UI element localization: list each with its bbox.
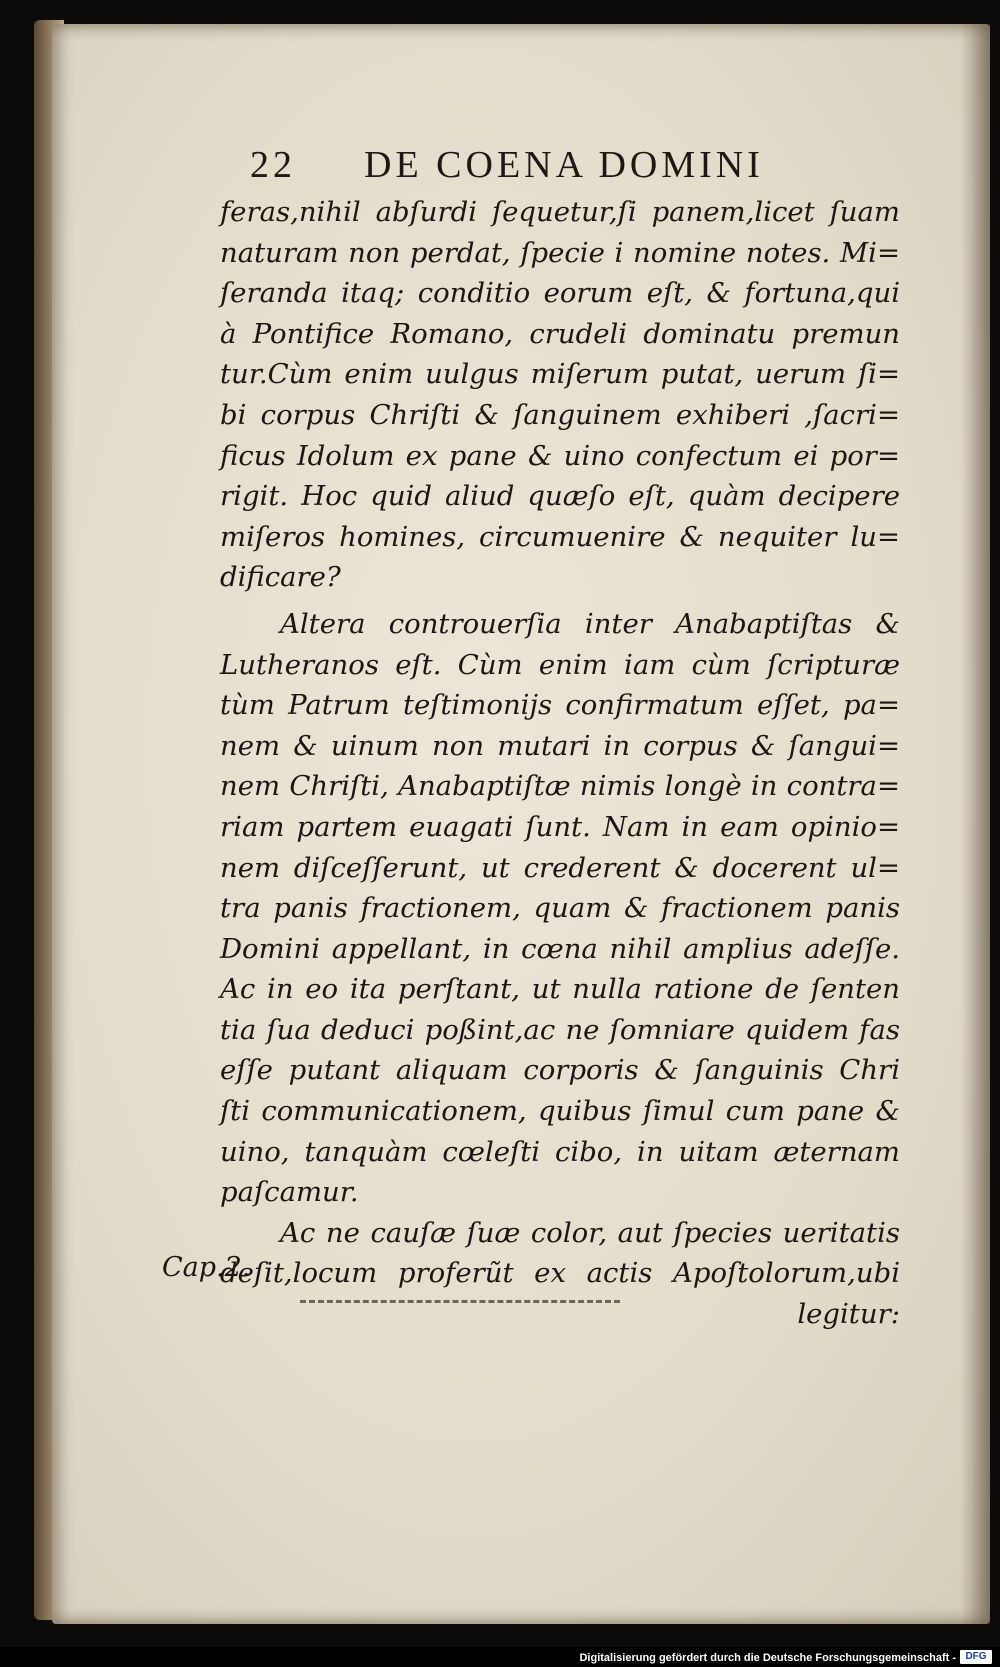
text-line: ſeranda itaq; conditio eorum eſt, & fortuna,qui bbox=[220, 277, 900, 310]
dfg-logo: DFG bbox=[960, 1650, 992, 1664]
text-line: ſti communicationem, quibus ſimul cum pane & bbox=[220, 1095, 900, 1128]
text-line: ficus Idolum ex pane & uino confectum ei por= bbox=[220, 439, 900, 472]
text-line: Ac ne cauſæ ſuæ color, aut ſpecies ueritatis bbox=[280, 1216, 900, 1249]
margin-note: Cap.2. bbox=[162, 1252, 251, 1283]
running-title: DE COENA DOMINI bbox=[364, 144, 764, 186]
text-line: deſit,locum proferũt ex actis Apoſtolorum,ubi bbox=[220, 1257, 900, 1290]
text-line: Lutheranos eſt. Cùm enim iam cùm ſcripturæ bbox=[220, 648, 900, 681]
catchword: legitur: bbox=[797, 1298, 900, 1331]
text-line: Domini appellant, in cœna nihil amplius adeſſe. bbox=[220, 932, 900, 965]
digitization-credit: Digitalisierung gefördert durch die Deutsche Forschungsgemeinschaft - bbox=[579, 1652, 956, 1664]
text-line: à Pontifice Romano, crudeli dominatu premun bbox=[220, 317, 900, 350]
body-text bbox=[220, 192, 900, 1335]
text-line: dificare? bbox=[220, 561, 341, 594]
page-number: 22 bbox=[250, 144, 296, 186]
text-line: bi corpus Chriſti & ſanguinem exhiberi ,ſacri= bbox=[220, 398, 900, 431]
text-line: eſſe putant aliquam corporis & ſanguinis Chri bbox=[220, 1054, 900, 1087]
text-line: Altera controuerſia inter Anabaptiſtas & bbox=[280, 607, 900, 640]
text-line: tra panis fractionem, quam & fractionem panis bbox=[220, 892, 900, 925]
text-line: nem Chriſti, Anabaptiſtæ nimis longè in contra= bbox=[220, 770, 900, 803]
text-line: riam partem euagati ſunt. Nam in eam opinio= bbox=[220, 810, 900, 843]
text-line: tùm Patrum teſtimonijs confirmatum eſſet, pa= bbox=[220, 689, 900, 722]
running-head bbox=[250, 143, 890, 191]
text-line: feras,nihil abſurdi ſequetur,ſi panem,licet ſuam bbox=[220, 196, 900, 228]
text-line: Ac in eo ita perſtant, ut nulla ratione de ſenten bbox=[220, 973, 900, 1006]
text-line: nem diſceſſerunt, ut crederent & docerent ul= bbox=[220, 851, 900, 884]
text-line: tia ſua deduci poßint,ac ne ſomniare quidem fas bbox=[220, 1013, 900, 1046]
text-line: uino, tanquàm cœleſti cibo, in uitam æternam bbox=[220, 1135, 900, 1168]
text-line: tur.Cùm enim uulgus miſerum putat, uerum ſi= bbox=[220, 358, 900, 391]
text-line: nem & uinum non mutari in corpus & ſangui= bbox=[220, 729, 900, 762]
text-line: paſcamur. bbox=[220, 1176, 359, 1209]
text-line: miſeros homines, circumuenire & nequiter lu= bbox=[220, 520, 900, 553]
underline-dashes bbox=[300, 1300, 620, 1306]
text-line: rigit. Hoc quid aliud quæſo eſt, quàm decipere bbox=[220, 480, 900, 513]
page-gutter-shadow bbox=[960, 24, 990, 1624]
text-line: naturam non perdat, ſpecie i nomine notes. Mi= bbox=[220, 236, 900, 269]
